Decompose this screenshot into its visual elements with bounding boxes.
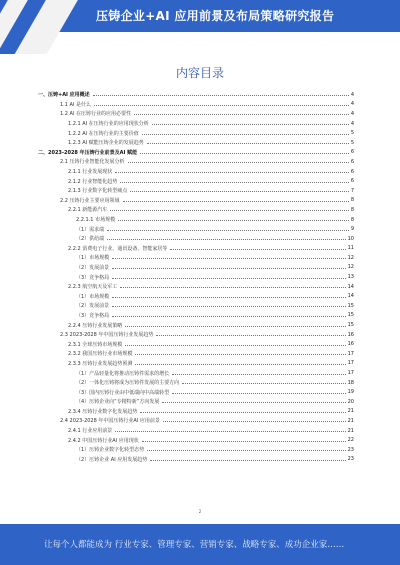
footer-slogan: 让每个人都能成为 行业专家、管理专家、营销专家、战略专家、成功企业家…… (44, 540, 345, 550)
toc-entry-label: （2）供给端 (76, 236, 105, 243)
toc-entry-page: 12 (347, 264, 354, 271)
toc-entry-label: 二、2023-2028 年压铸行业前景及AI 赋能 (38, 149, 138, 156)
toc-leader-dots (125, 345, 345, 346)
toc-entry[interactable] (38, 320, 354, 330)
toc-entry-label: 2.2 压铸行业主要应用领域 (60, 197, 120, 204)
toc-entry[interactable] (38, 109, 354, 119)
toc-entry-label: 2.1.3 行业数字化转型痛点 (68, 188, 128, 195)
footer-banner (0, 524, 400, 565)
toc-leader-dots (120, 287, 345, 288)
toc-entry[interactable] (38, 291, 354, 301)
toc-entry[interactable] (38, 90, 354, 100)
toc-entry[interactable] (38, 368, 354, 378)
toc-entry[interactable] (38, 100, 354, 110)
toc-entry[interactable] (38, 282, 354, 292)
toc-leader-dots (107, 230, 349, 231)
toc-entry-label: 2.1.1 行业发展现状 (68, 169, 113, 176)
toc-leader-dots (94, 105, 349, 106)
toc-leader-dots (142, 441, 346, 442)
toc-entry-label: （3）竞争格局 (76, 274, 110, 281)
table-of-contents (38, 90, 354, 464)
toc-entry-page: 4 (350, 110, 354, 117)
toc-entry-label: 2.3.2 我国压铸行业市场规模 (68, 351, 133, 358)
toc-entry-label: 1.2 AI 在压铸行业的应用必要性 (60, 111, 132, 118)
toc-entry-page: 13 (347, 274, 354, 281)
toc-entry[interactable] (38, 378, 354, 388)
toc-entry-label: 2.4.2 中国压铸行业AI 应用现状 (68, 437, 139, 444)
toc-entry[interactable] (38, 349, 354, 359)
toc-entry-label: （2）发展前景 (76, 264, 110, 271)
toc-leader-dots (125, 326, 345, 327)
toc-entry[interactable] (38, 416, 354, 426)
toc-entry-label: 一、压铸+AI 应用概述 (38, 92, 90, 99)
toc-leader-dots (112, 297, 345, 298)
toc-leader-dots (112, 268, 345, 269)
toc-entry-page: 19 (347, 389, 354, 396)
toc-leader-dots (112, 258, 345, 259)
toc-entry[interactable] (38, 397, 354, 407)
toc-entry-label: （3）竞争格局 (76, 312, 110, 319)
toc-entry[interactable] (38, 167, 354, 177)
toc-entry-page: 4 (350, 91, 354, 98)
toc-entry-page: 8 (350, 206, 354, 213)
toc-entry-label: 1.2.3 AI 赋能压铸企业的发展趋势 (68, 140, 144, 147)
toc-entry-page: 17 (347, 360, 354, 367)
toc-leader-dots (115, 172, 349, 173)
toc-leader-dots (112, 306, 345, 307)
toc-entry-page: 6 (350, 178, 354, 185)
toc-entry[interactable] (38, 263, 354, 273)
toc-entry-label: 2.4 2023-2028 年中国压铸行业AI 应用前景 (60, 418, 160, 425)
toc-entry-page: 4 (350, 120, 354, 127)
toc-entry-label: 2.3.3 压铸行业发展趋势预测 (68, 360, 133, 367)
toc-leader-dots (163, 421, 346, 422)
toc-entry-label: 1.2.1 AI 在压铸行业的应用现状分析 (68, 121, 149, 128)
toc-entry-label: 2.2.2 消费电子行业、通讯设备、智能家居等 (68, 245, 168, 252)
toc-leader-dots (118, 220, 349, 221)
toc-leader-dots (172, 374, 345, 375)
toc-leader-dots (115, 431, 345, 432)
page-number: 2 (198, 509, 202, 514)
toc-heading: 内容目录 (175, 66, 224, 80)
toc-leader-dots (140, 412, 345, 413)
toc-entry-label: （1）压铸企业数字化转型态势 (76, 447, 145, 454)
toc-entry[interactable] (38, 445, 354, 455)
toc-leader-dots (170, 249, 345, 250)
toc-entry-page: 20 (347, 398, 354, 405)
toc-entry-page: 17 (347, 350, 354, 357)
toc-entry[interactable] (38, 157, 354, 167)
toc-entry-label: 1.1 AI 是什么 (60, 101, 92, 108)
toc-entry-page: 16 (347, 331, 354, 338)
toc-entry[interactable] (38, 119, 354, 129)
toc-entry[interactable] (38, 234, 354, 244)
toc-entry-label: 2.3.1 全球压铸市场规模 (68, 341, 123, 348)
toc-leader-dots (123, 201, 349, 202)
toc-entry-page: 10 (347, 235, 354, 242)
toc-entry-page: 17 (347, 370, 354, 377)
toc-entry-label: 2.3 2023-2028 年中国压铸行业发展趋势 (60, 332, 154, 339)
toc-entry-label: （2）发展前景 (76, 303, 110, 310)
toc-entry-label: （4）压铸企业向“专精特新”方向发展 (76, 399, 160, 406)
toc-entry-label: （1）市场规模 (76, 293, 110, 300)
toc-leader-dots (150, 460, 345, 461)
toc-entry[interactable] (38, 301, 354, 311)
toc-leader-dots (135, 354, 345, 355)
toc-leader-dots (140, 153, 349, 154)
toc-entry-page: 22 (347, 437, 354, 444)
toc-entry-label: 2.2.1 新能源汽车 (68, 207, 108, 214)
toc-entry-label: （2）一体化压铸将成为压铸件发展的主要方向 (76, 380, 180, 387)
toc-entry[interactable] (38, 272, 354, 282)
toc-leader-dots (172, 393, 345, 394)
toc-leader-dots (142, 134, 349, 135)
toc-entry-page: 11 (347, 245, 354, 252)
toc-leader-dots (147, 143, 349, 144)
toc-entry-page: 12 (347, 254, 354, 261)
toc-entry[interactable] (38, 426, 354, 436)
toc-leader-dots (110, 210, 349, 211)
toc-entry-page: 8 (350, 197, 354, 204)
toc-entry-label: （2）压铸企业 AI 应用发展趋势 (76, 456, 148, 463)
header-banner (0, 0, 400, 32)
toc-entry-page: 6 (350, 149, 354, 156)
toc-leader-dots (162, 402, 345, 403)
toc-entry[interactable] (38, 435, 354, 445)
toc-entry-page: 21 (347, 427, 354, 434)
toc-entry[interactable] (38, 205, 354, 215)
toc-entry-label: （1）市场规模 (76, 255, 110, 262)
toc-leader-dots (128, 162, 349, 163)
toc-entry-page: 6 (350, 158, 354, 165)
toc-entry-label: （1）需求端 (76, 226, 105, 233)
toc-entry-page: 15 (347, 322, 354, 329)
toc-entry-page: 14 (347, 293, 354, 300)
toc-entry-page: 14 (347, 283, 354, 290)
toc-entry[interactable] (38, 196, 354, 206)
toc-leader-dots (120, 182, 349, 183)
toc-entry[interactable] (38, 330, 354, 340)
toc-entry[interactable] (38, 128, 354, 138)
toc-entry-page: 21 (347, 408, 354, 415)
toc-entry-label: 2.1 压铸行业智能化发展分析 (60, 159, 125, 166)
toc-entry[interactable] (38, 387, 354, 397)
toc-entry-page: 9 (350, 226, 354, 233)
toc-leader-dots (107, 239, 345, 240)
toc-leader-dots (112, 316, 345, 317)
toc-entry-page: 18 (347, 379, 354, 386)
toc-entry-label: （3）国内压铸行业由中低端向中高端转型 (76, 389, 170, 396)
toc-entry-page: 7 (350, 187, 354, 194)
toc-entry[interactable] (38, 455, 354, 465)
toc-entry-label: 2.2.1.1 市场规模 (76, 217, 116, 224)
toc-entry-page: 5 (350, 130, 354, 137)
toc-entry-page: 23 (347, 446, 354, 453)
toc-entry[interactable] (38, 359, 354, 369)
toc-entry-page: 6 (350, 168, 354, 175)
toc-entry[interactable] (38, 215, 354, 225)
toc-leader-dots (130, 191, 348, 192)
toc-entry-page: 23 (347, 456, 354, 463)
toc-entry-page: 8 (350, 216, 354, 223)
toc-leader-dots (182, 383, 345, 384)
toc-entry[interactable] (38, 148, 354, 158)
toc-entry-page: 15 (347, 312, 354, 319)
toc-entry[interactable] (38, 407, 354, 417)
toc-entry[interactable] (38, 186, 354, 196)
toc-entry-page: 21 (347, 417, 354, 424)
toc-entry[interactable] (38, 244, 354, 254)
toc-entry-label: 1.2.2 AI 在压铸行业的主要价值 (68, 130, 139, 137)
toc-leader-dots (156, 335, 345, 336)
toc-entry-page: 15 (347, 302, 354, 309)
toc-leader-dots (112, 278, 345, 279)
toc-entry-page: 5 (350, 139, 354, 146)
toc-leader-dots (147, 450, 345, 451)
header-title: 压铸企业+AI 应用前景及布局策略研究报告 (96, 9, 335, 23)
toc-leader-dots (93, 95, 349, 96)
toc-leader-dots (135, 364, 345, 365)
toc-entry-label: 2.2.4 压铸行业发展策略 (68, 322, 123, 329)
toc-entry[interactable] (38, 138, 354, 148)
toc-entry-label: 2.3.4 压铸行业数字化发展趋势 (68, 408, 138, 415)
toc-entry[interactable] (38, 224, 354, 234)
toc-entry[interactable] (38, 176, 354, 186)
toc-leader-dots (152, 124, 349, 125)
toc-entry-label: 2.2.3 航空航天及军工 (68, 284, 118, 291)
toc-leader-dots (134, 114, 349, 115)
toc-entry[interactable] (38, 339, 354, 349)
toc-entry[interactable] (38, 311, 354, 321)
toc-entry-label: 2.1.2 行业智能化趋势 (68, 178, 118, 185)
toc-entry-page: 16 (347, 341, 354, 348)
toc-entry-page: 4 (350, 101, 354, 108)
toc-entry-label: （1）产品轻量化将推动压铸件需求的增长 (76, 370, 170, 377)
toc-entry-label: 2.4.1 行业应用前景 (68, 428, 113, 435)
toc-entry[interactable] (38, 253, 354, 263)
